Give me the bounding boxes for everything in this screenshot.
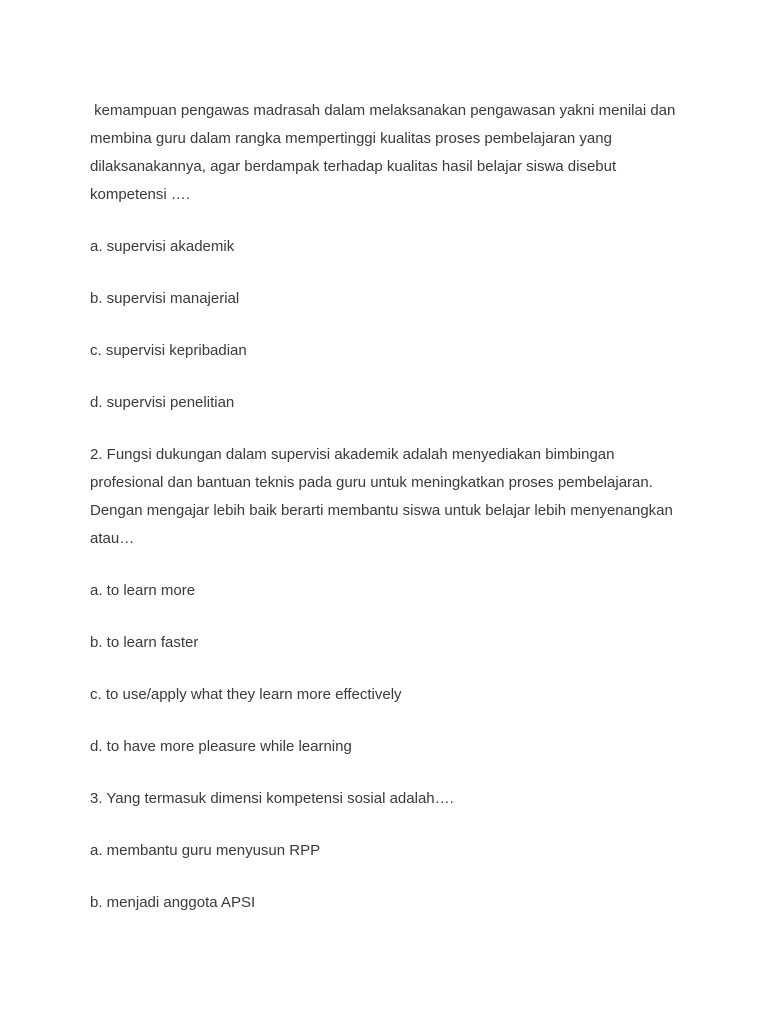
question-1-text: kemampuan pengawas madrasah dalam melaksanakan pengawasan yakni menilai dan membina guru dalam rangka mempertinggi kualitas proses pembelajaran yang dilaksanakannya, agar berdampak terhadap kualitas hasil belajar siswa disebut kompetensi ….	[90, 102, 680, 203]
question-1-option-b: b. supervisi manajerial	[90, 290, 240, 307]
question-3-option-a: a. membantu guru menyusun RPP	[90, 842, 321, 859]
question-2-option-d: d. to have more pleasure while learning	[90, 738, 352, 755]
question-1-option-d: d. supervisi penelitian	[90, 394, 235, 411]
question-2-option-b: b. to learn faster	[90, 634, 199, 651]
question-2-option-c: c. to use/apply what they learn more effectively	[90, 686, 402, 703]
question-3-option-b: b. menjadi anggota APSI	[90, 894, 256, 911]
question-1-option-a: a. supervisi akademik	[90, 238, 235, 255]
question-1-option-c: c. supervisi kepribadian	[90, 342, 247, 359]
question-2-text: 2. Fungsi dukungan dalam supervisi akademik adalah menyediakan bimbingan profesional dan bantuan teknis pada guru untuk meningkatkan proses pembelajaran. Dengan mengajar lebih baik berarti membantu siswa untuk belajar lebih menyenangkan atau…	[90, 446, 678, 547]
question-3-text: 3. Yang termasuk dimensi kompetensi sosial adalah….	[90, 790, 454, 807]
question-2-option-a: a. to learn more	[90, 582, 196, 599]
document-page	[90, 97, 690, 941]
